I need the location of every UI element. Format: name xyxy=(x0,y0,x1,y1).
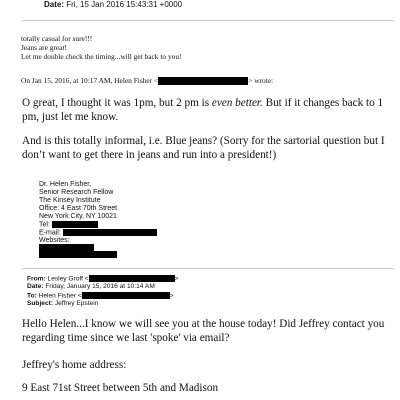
reply-line-3: Let me double check the timing...will get back to you! xyxy=(21,52,182,61)
date-value: Fri, 15 Jan 2016 15:43:31 +0000 xyxy=(66,0,183,9)
fwd-from-label: From: xyxy=(27,275,46,283)
fwd-subject-value: Jeffrey Epstein xyxy=(54,300,99,307)
signature-org: The Kinsey Institute xyxy=(39,197,101,204)
signature-title: Senior Research Fellow xyxy=(39,189,114,196)
quoted-p1-start: O great, I thought it was 1pm, but 2 pm is xyxy=(22,97,212,109)
quote-intro-after: > wrote: xyxy=(248,76,274,85)
fwd-to-end: > xyxy=(169,292,174,300)
original-paragraph-3: 9 East 71st Street between 5th and Madison xyxy=(22,382,219,394)
quoted-p1-emphasis: even better. xyxy=(211,97,263,109)
fwd-date-label: Date: xyxy=(27,283,44,290)
tel-label: Tel: xyxy=(39,221,50,229)
redacted-email-address xyxy=(63,229,157,236)
fwd-date xyxy=(27,283,155,291)
signature-name: Dr. Helen Fisher, xyxy=(39,181,92,188)
quoted-p1-end: But if it changes back to 1 pm, just let me know. xyxy=(22,97,384,123)
original-paragraph-2: Jeffrey's home address: xyxy=(22,359,127,371)
reply-line-2: Jeans are great! xyxy=(21,43,67,52)
fwd-from-value: Lesley Groff < xyxy=(47,275,89,283)
quoted-paragraph-1 xyxy=(22,97,394,124)
quote-intro xyxy=(21,76,273,85)
fwd-date-value: Friday, January 15, 2016 at 10:14 AM xyxy=(45,283,155,290)
date-label: Date: xyxy=(44,0,65,9)
fwd-to-label: To: xyxy=(27,292,37,300)
email-header-date xyxy=(44,0,182,10)
header-divider xyxy=(22,20,394,21)
signature-websites: Websites: xyxy=(39,237,70,244)
quote-intro-before: On Jan 15, 2016, at 10:17 AM, Helen Fisher < xyxy=(21,76,159,85)
reply-line-1: totally casual for sure!!! xyxy=(21,34,93,43)
original-paragraph-1: Hello Helen...I know we will see you at the house today! Did Jeffrey contact you regarding time since we last 'spoke' via email? xyxy=(22,318,385,344)
redacted-email xyxy=(158,77,248,85)
fwd-subject xyxy=(27,300,98,308)
quoted-paragraph-2: And is this totally informal, i.e. Blue jeans? (Sorry for the sartorial question but I don’t want to get there in jeans and run into a president!) xyxy=(22,135,385,161)
redacted-from-email xyxy=(89,275,175,282)
fwd-subject-label: Subject: xyxy=(27,300,54,307)
forward-divider xyxy=(22,268,394,269)
signature-city: New York City, NY 10021 xyxy=(39,213,117,220)
fwd-to-value: Helen Fisher < xyxy=(38,292,82,300)
redacted-tel xyxy=(52,221,98,228)
redacted-to-email xyxy=(82,292,170,299)
redacted-website-2 xyxy=(39,251,117,258)
fwd-from-end: > xyxy=(174,275,179,283)
signature-office: Office: 4 East 70th Street xyxy=(39,205,118,212)
email-label: E-mail: xyxy=(39,229,61,237)
